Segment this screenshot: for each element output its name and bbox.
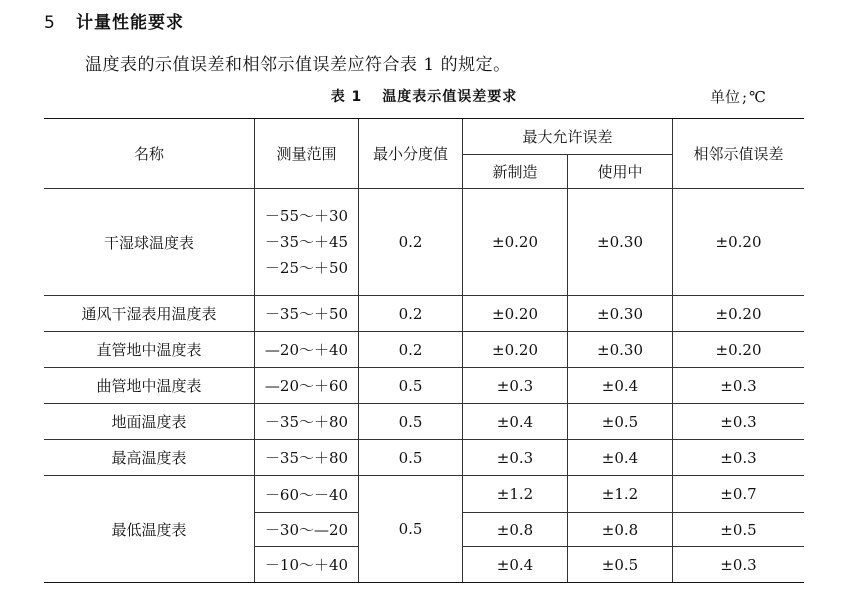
cell-range: －35～＋50 xyxy=(254,296,358,331)
cell-name: 最高温度表 xyxy=(111,449,187,467)
cell-range: －30～—20 xyxy=(254,512,358,546)
cell-in-use: ±1.2 xyxy=(567,476,672,512)
table-title: 温度表示值误差要求 xyxy=(382,89,518,105)
cell-new: ±0.4 xyxy=(462,546,567,582)
cell-range: －10～＋40 xyxy=(254,546,358,582)
header-range: 测量范围 xyxy=(254,119,358,188)
cell-in-use: ±0.30 xyxy=(567,189,672,295)
cell-new: ±0.20 xyxy=(462,296,567,331)
cell-in-use: ±0.4 xyxy=(567,368,672,403)
cell-adjacent: ±0.5 xyxy=(672,512,804,546)
cell-in-use: ±0.5 xyxy=(567,546,672,582)
section-heading xyxy=(44,8,184,38)
header-name: 名称 xyxy=(133,145,164,163)
unit-label xyxy=(710,84,766,110)
cell-range: —20～＋60 xyxy=(254,368,358,403)
header-in-use: 使用中 xyxy=(567,155,672,188)
cell-adjacent: ±0.7 xyxy=(672,476,804,512)
cell-in-use: ±0.30 xyxy=(567,296,672,331)
cell-range: －35～＋80 xyxy=(254,404,358,439)
header-division: 最小分度值 xyxy=(358,119,462,188)
cell-new: ±0.4 xyxy=(462,404,567,439)
cell-division: 0.5 xyxy=(358,476,462,582)
cell-new: ±0.8 xyxy=(462,512,567,546)
unit-value: ℃ xyxy=(749,88,766,106)
unit-separator: ; xyxy=(742,88,748,106)
header-adjacent: 相邻示值误差 xyxy=(672,119,804,188)
cell-in-use: ±0.30 xyxy=(567,332,672,367)
cell-new: ±1.2 xyxy=(462,476,567,512)
cell-name: 曲管地中温度表 xyxy=(96,377,202,395)
cell-name: 干湿球温度表 xyxy=(103,233,194,252)
cell-adjacent: ±0.20 xyxy=(672,296,804,331)
cell-adjacent: ±0.3 xyxy=(672,368,804,403)
table-row xyxy=(44,331,804,367)
section-title: 计量性能要求 xyxy=(76,13,184,33)
table-row xyxy=(44,295,804,331)
cell-name: 地面温度表 xyxy=(111,413,187,431)
cell-new: ±0.3 xyxy=(462,368,567,403)
range-value: －25～＋50 xyxy=(264,259,349,277)
table-row xyxy=(44,367,804,403)
cell-new: ±0.20 xyxy=(462,189,567,295)
cell-name: 最低温度表 xyxy=(111,520,187,539)
section-number: 5 xyxy=(44,13,56,33)
cell-new: ±0.3 xyxy=(462,440,567,475)
cell-range: －60～－40 xyxy=(254,476,358,512)
cell-division: 0.2 xyxy=(358,296,462,331)
cell-division: 0.5 xyxy=(358,404,462,439)
table-row-group xyxy=(44,475,804,582)
table-row xyxy=(44,439,804,475)
error-requirements-table xyxy=(44,118,804,583)
cell-division: 0.2 xyxy=(358,189,462,295)
cell-adjacent: ±0.3 xyxy=(672,546,804,582)
cell-adjacent: ±0.20 xyxy=(672,189,804,295)
cell-in-use: ±0.5 xyxy=(567,404,672,439)
cell-range xyxy=(254,189,358,295)
header-new: 新制造 xyxy=(462,155,567,188)
range-value: －55～＋30 xyxy=(264,207,349,225)
cell-division: 0.5 xyxy=(358,440,462,475)
cell-name: 通风干湿表用温度表 xyxy=(81,305,217,323)
cell-new: ±0.20 xyxy=(462,332,567,367)
cell-division: 0.5 xyxy=(358,368,462,403)
table-number: 表 1 xyxy=(330,89,363,105)
cell-range: －35～＋80 xyxy=(254,440,358,475)
cell-adjacent: ±0.3 xyxy=(672,440,804,475)
table-caption xyxy=(44,84,804,110)
cell-adjacent: ±0.3 xyxy=(672,404,804,439)
table-row xyxy=(44,188,804,295)
cell-range: —20～＋40 xyxy=(254,332,358,367)
cell-name: 直管地中温度表 xyxy=(96,341,202,359)
cell-division: 0.2 xyxy=(358,332,462,367)
unit-label-text: 单位 xyxy=(710,88,741,106)
intro-paragraph: 温度表的示值误差和相邻示值误差应符合表 1 的规定。 xyxy=(85,55,511,75)
cell-adjacent: ±0.20 xyxy=(672,332,804,367)
range-value: －35～＋45 xyxy=(264,233,349,251)
cell-in-use: ±0.4 xyxy=(567,440,672,475)
table-header xyxy=(44,119,804,188)
table-row xyxy=(44,403,804,439)
header-max-error: 最大允许误差 xyxy=(462,119,672,155)
cell-in-use: ±0.8 xyxy=(567,512,672,546)
